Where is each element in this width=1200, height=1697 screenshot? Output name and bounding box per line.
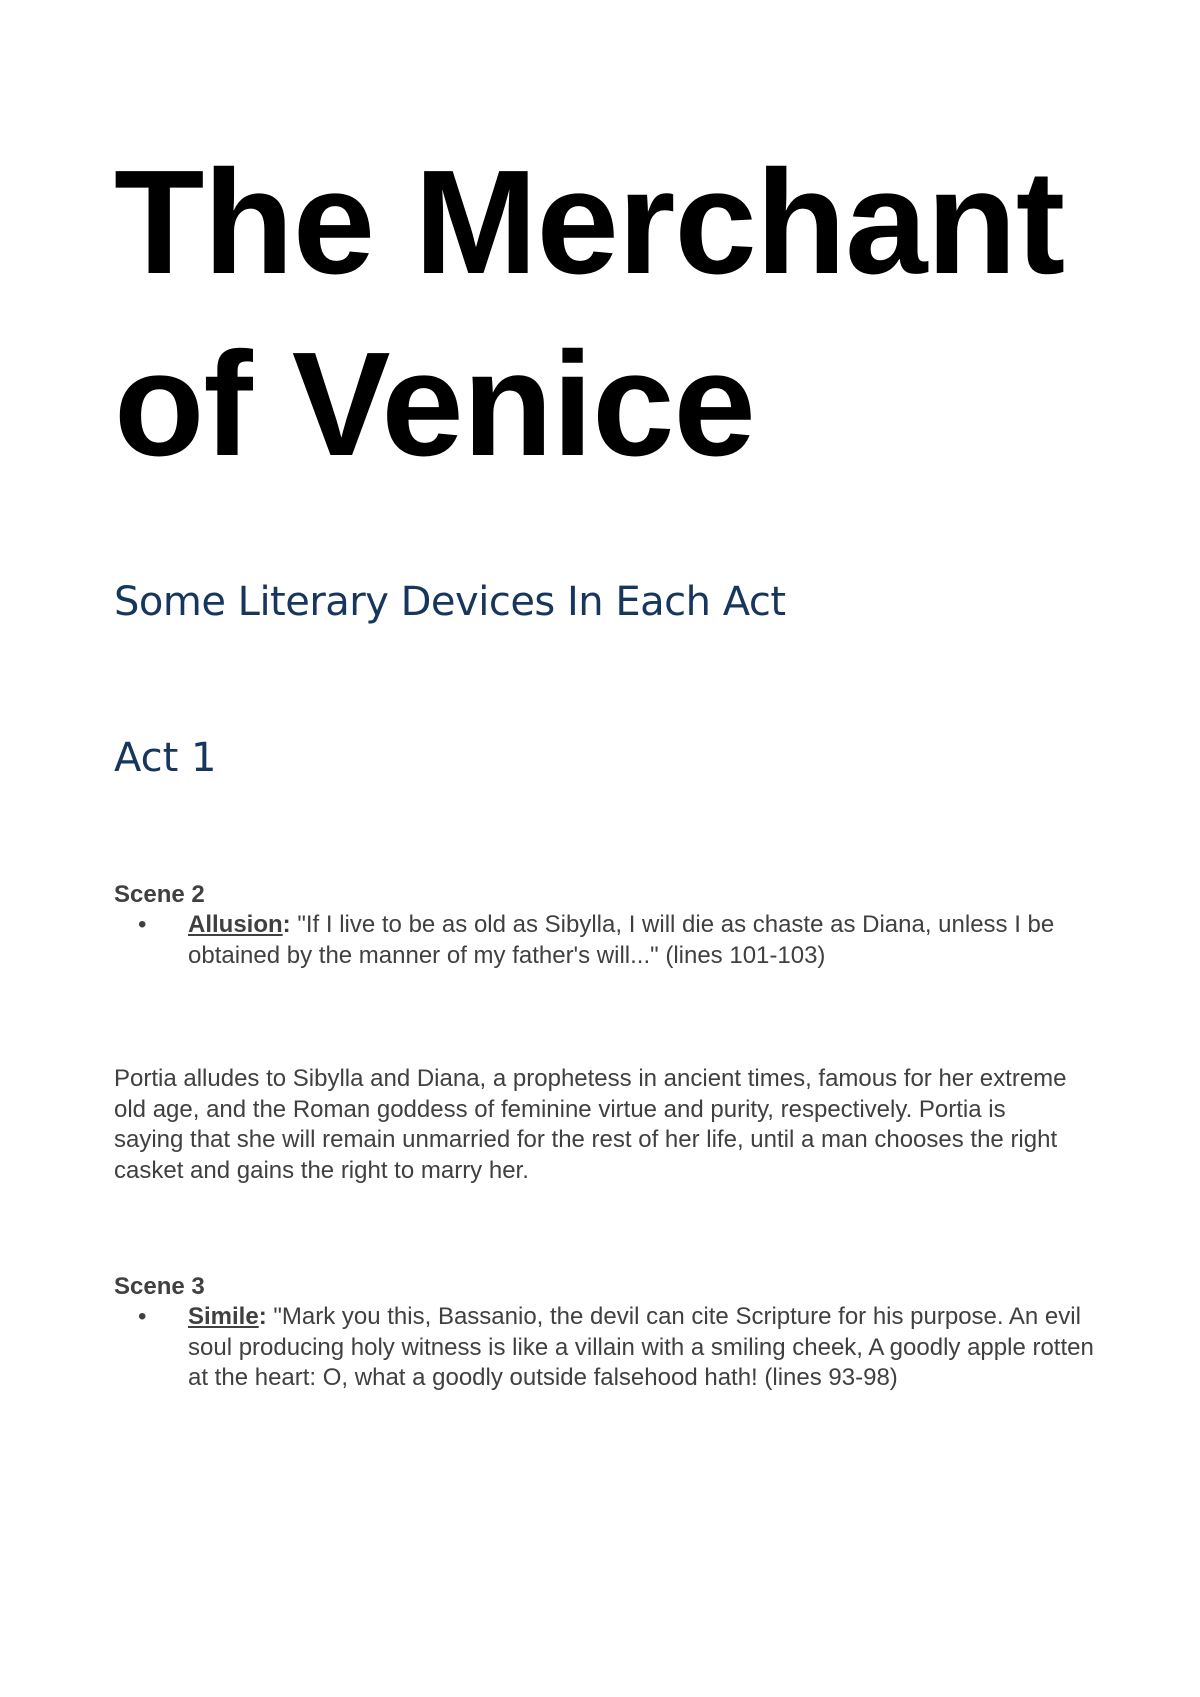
scene-3-quote: "Mark you this, Bassanio, the devil can cite Scripture for his purpose. An evil soul producing holy witness is like a villain with a smiling cheek, A goodly apple rotten at the heart: O, what a goodly outside falsehood hath! (lines 93-98) — [188, 1303, 1094, 1391]
act-heading: Act 1 — [114, 735, 217, 781]
bullet-icon: • — [138, 1303, 147, 1330]
title-line-2: of Venice — [114, 322, 755, 487]
scene-3-label: Scene 3 — [114, 1273, 205, 1300]
scene-3-device-name: Simile — [188, 1303, 259, 1330]
scene-3-device-colon: : — [258, 1303, 267, 1330]
scene-2-quote: "If I live to be as old as Sibylla, I will die as chaste as Diana, unless I be obtained by the manner of my father's will..." (lines 101-103) — [188, 911, 1055, 969]
title-line-1: The Merchant — [114, 140, 1065, 305]
bullet-icon: • — [138, 911, 147, 938]
scene-2-device-colon: : — [282, 911, 291, 938]
scene-2-label: Scene 2 — [114, 881, 205, 908]
scene-2-explanation: Portia alludes to Sibylla and Diana, a prophetess in ancient times, famous for her extreme old age, and the Roman goddess of feminine virtue and purity, respectively. Portia is saying that she will remain unmarried for the rest of her life, until a man chooses the right casket and gains the right to marry her. — [114, 1065, 1067, 1184]
scene-2-bullet-item — [114, 910, 1104, 971]
scene-3-bullet-item — [114, 1302, 1104, 1394]
document-subtitle: Some Literary Devices In Each Act — [114, 579, 786, 625]
document-title — [114, 132, 1114, 496]
scene-3-device-text — [188, 1302, 1100, 1394]
scene-2-device-text — [188, 910, 1100, 971]
scene-2-device-name: Allusion — [188, 911, 283, 938]
